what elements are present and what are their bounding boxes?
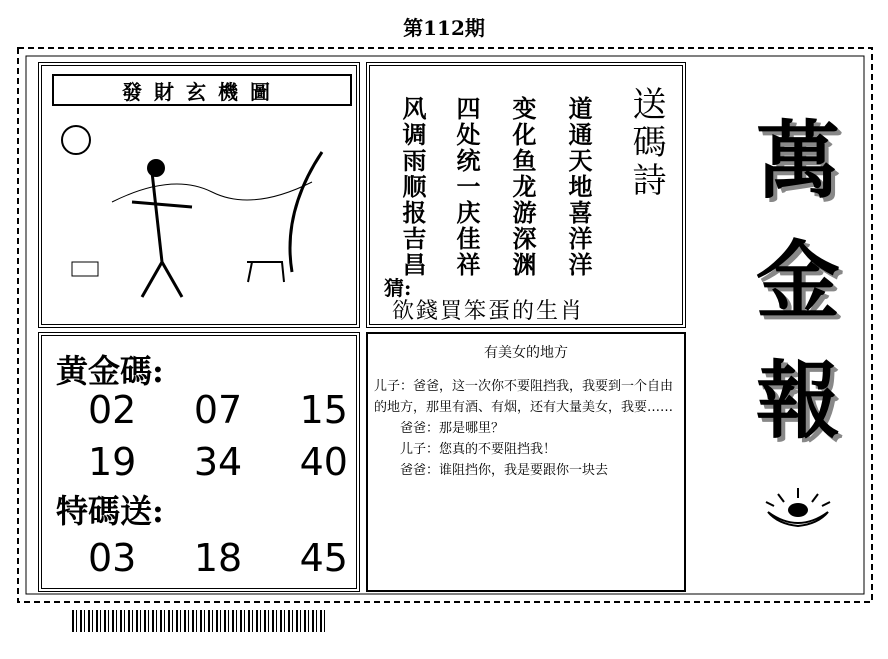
special-label: 特碼送: bbox=[56, 492, 164, 530]
gold-label: 黄金碼: bbox=[56, 352, 164, 390]
brand-char-3: 報 bbox=[755, 351, 840, 450]
gold-number: 07 bbox=[193, 388, 243, 432]
guess-label: 猜: bbox=[384, 276, 412, 300]
story-line: 儿子：爸爸，这一次你不要阻挡我，我要到一个自由的地方，那里有酒、有烟，还有大量美女，我要…… bbox=[374, 379, 674, 415]
special-number: 45 bbox=[299, 536, 348, 580]
gold-ingot-icon bbox=[758, 484, 838, 534]
special-number: 18 bbox=[193, 536, 243, 580]
numbers-panel bbox=[38, 332, 360, 592]
poem-line-1: 道通天地喜洋洋 bbox=[564, 96, 593, 278]
poem-line-2: 变化鱼龙游深渊 bbox=[508, 96, 537, 278]
issue-number: 第112期 bbox=[403, 16, 485, 40]
gold-number: 40 bbox=[299, 440, 348, 484]
story-panel bbox=[366, 332, 686, 592]
story-line: 儿子：您真的不要阻挡我！ bbox=[374, 442, 557, 457]
special-row bbox=[88, 536, 348, 580]
story-line: 爸爸：谁阻挡你，我是要跟你一块去 bbox=[374, 463, 609, 478]
illustration bbox=[52, 112, 348, 312]
barcode bbox=[72, 610, 326, 632]
brand-char-2: 金 bbox=[755, 231, 840, 330]
poem-heading: 送碼詩 bbox=[626, 86, 666, 200]
special-number: 03 bbox=[88, 536, 137, 580]
guess-text: 欲錢買笨蛋的生肖 bbox=[392, 299, 585, 324]
gold-row-1 bbox=[88, 388, 348, 432]
gold-number: 02 bbox=[88, 388, 137, 432]
story-body bbox=[374, 376, 682, 481]
poem-line-3: 四处统一庆佳祥 bbox=[452, 96, 481, 278]
poem-panel bbox=[366, 62, 686, 328]
story-title: 有美女的地方 bbox=[484, 345, 568, 361]
gold-number: 19 bbox=[88, 440, 137, 484]
gold-row-2 bbox=[88, 440, 348, 484]
poem-line-4: 风调雨顺报吉昌 bbox=[398, 96, 427, 278]
brand-column bbox=[738, 84, 858, 584]
story-line: 爸爸：那是哪里？ bbox=[374, 421, 505, 436]
gold-number: 34 bbox=[193, 440, 243, 484]
brand-char-1: 萬 bbox=[755, 111, 840, 210]
gold-number: 15 bbox=[299, 388, 348, 432]
picture-panel bbox=[38, 62, 360, 328]
picture-title: 發財玄機圖 bbox=[52, 74, 352, 106]
page-frame bbox=[14, 44, 876, 606]
